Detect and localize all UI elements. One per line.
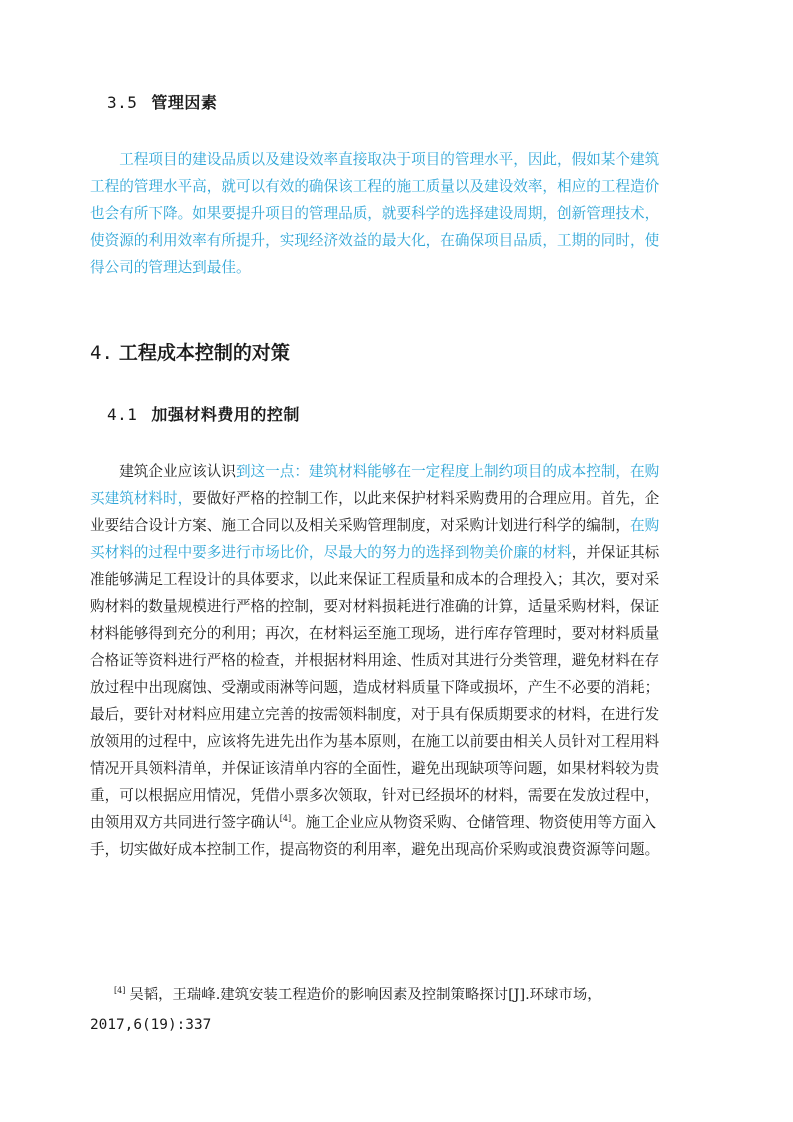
highlighted-text: 买材料的过程中要多进行市场比价，尽最大的努力的选择到物美价廉的材料 — [90, 544, 572, 561]
highlighted-text: 到这一点：建筑材料能够在一定程度上制约项目的成本控制，在购 — [235, 463, 660, 480]
section-number: 4. — [90, 342, 113, 364]
highlighted-text: 买建筑材料时， — [90, 490, 193, 507]
text-run: 要做好严格的控制工作，以此来保护材料采购费用的合理应用。首先，企 — [192, 490, 660, 507]
section-4-1-paragraph — [90, 458, 710, 863]
paragraph-line: 准能够满足工程设计的具体要求，以此来保证工程质量和成本的合理投入；其次，要对采 — [90, 571, 660, 588]
paragraph-line: 情况开具领料清单，并保证该清单内容的全面性，避免出现缺项等问题，如果材料较为贵 — [90, 760, 660, 777]
section-4-heading — [90, 341, 290, 365]
text-run: 建筑企业应该认识 — [119, 463, 236, 480]
paragraph-line: 得公司的管理达到最佳。 — [90, 259, 251, 276]
paragraph-line — [90, 809, 710, 836]
footnote-text: 吴韬，王瑞峰.建筑安装工程造价的影响因素及控制策略探讨[J].环球市场， — [129, 987, 602, 1003]
footnote-line — [90, 980, 710, 1010]
text-run: 。施工企业应从物资采购、仓储管理、物资使用等方面入 — [291, 814, 656, 831]
paragraph-line: 也会有所下降。如果要提升项目的管理品质，就要科学的选择建设周期，创新管理技术， — [90, 205, 660, 222]
footnote — [90, 980, 710, 1040]
text-run: ，并保证其标 — [571, 544, 660, 561]
paragraph-line — [90, 539, 710, 566]
section-number: 3.5 — [107, 93, 138, 112]
paragraph-line: 工程的管理水平高，就可以有效的确保该工程的施工质量以及建设效率，相应的工程造价 — [90, 178, 660, 195]
citation-marker: [4] — [279, 814, 292, 824]
paragraph-line: 使资源的利用效率有所提升，实现经济效益的最大化，在确保项目品质，工期的同时，使 — [90, 232, 660, 249]
section-4-1-heading — [107, 405, 300, 425]
section-title: 管理因素 — [151, 93, 218, 112]
paragraph-line: 材料能够得到充分的利用；再次，在材料运至施工现场，进行库存管理时，要对材料质量 — [90, 625, 660, 642]
paragraph-line — [90, 512, 710, 539]
paragraph-line: 工程项目的建设品质以及建设效率直接取决于项目的管理水平，因此，假如某个建筑 — [119, 151, 660, 168]
section-title: 工程成本控制的对策 — [118, 342, 290, 364]
footnote-line: 2017,6(19):337 — [90, 1017, 212, 1033]
footnote-marker: [4] — [114, 986, 126, 996]
paragraph-line — [90, 485, 710, 512]
text-run: 业要结合设计方案、施工合同以及相关采购管理制度，对采购计划进行科学的编制， — [90, 517, 630, 534]
section-number: 4.1 — [107, 405, 138, 424]
section-3-5-heading — [107, 93, 217, 113]
paragraph-line: 放过程中出现腐蚀、受潮或雨淋等问题，造成材料质量下降或损坏，产生不必要的消耗； — [90, 679, 660, 696]
paragraph-line: 最后，要针对材料应用建立完善的按需领料制度，对于具有保质期要求的材料，在进行发 — [90, 706, 660, 723]
section-3-5-paragraph — [90, 146, 710, 281]
section-title: 加强材料费用的控制 — [151, 405, 300, 424]
text-run: 由领用双方共同进行签字确认 — [90, 814, 280, 831]
paragraph-line: 合格证等资料进行严格的检查，并根据材料用途、性质对其进行分类管理，避免材料在存 — [90, 652, 660, 669]
paragraph-line — [90, 458, 710, 485]
paragraph-line: 放领用的过程中，应该将先进先出作为基本原则，在施工以前要由相关人员针对工程用料 — [90, 733, 660, 750]
highlighted-text: 在购 — [629, 517, 660, 534]
paragraph-line: 手，切实做好成本控制工作，提高物资的利用率，避免出现高价采购或浪费资源等问题。 — [90, 841, 660, 858]
paragraph-line: 重，可以根据应用情况，凭借小票多次领取，针对已经损坏的材料，需要在发放过程中， — [90, 787, 660, 804]
paragraph-line: 购材料的数量规模进行严格的控制，要对材料损耗进行准确的计算，适量采购材料，保证 — [90, 598, 660, 615]
